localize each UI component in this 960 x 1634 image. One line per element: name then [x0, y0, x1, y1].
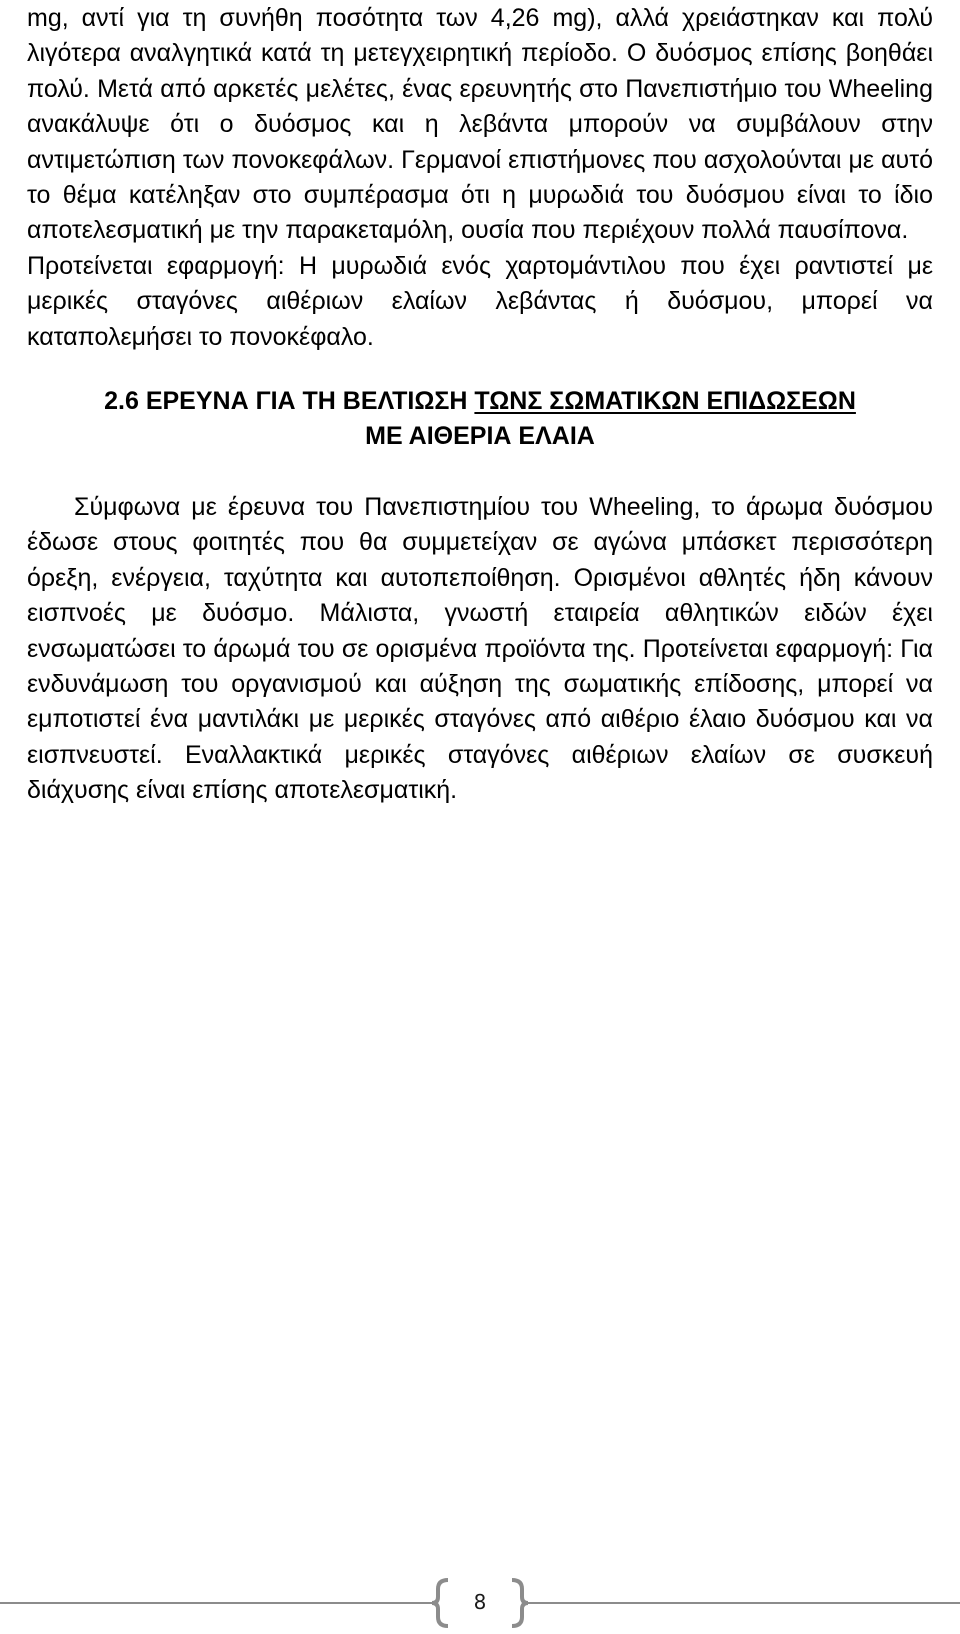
section-heading: [27, 384, 933, 455]
paragraph-intro: mg, αντί για τη συνήθη ποσότητα των 4,26 mg), αλλά χρειάστηκαν και πολύ λιγότερα αναλγητικά κατά τη μετεγχειρητική περίοδο. Ο δυόσμος επίσης βοηθάει πολύ. Μετά από αρκετές μελέτες, ένας ερευνητής στο Πανεπιστήμιο του Wheeling ανακάλυψε ότι ο δυόσμος και η λεβάντα μπορούν να συμβάλουν στην αντιμετώπιση των πονοκεφάλων. Γερμανοί επιστήμονες που ασχολούνται με αυτό το θέμα κατέληξαν στο συμπέρασμα ότι η μυρωδιά του δυόσμου είναι το ίδιο αποτελεσματική με την παρακεταμόλη, ουσία που περιέχουν πολλά παυσίπονα.: [27, 4, 933, 245]
section-body: Σύμφωνα με έρευνα του Πανεπιστημίου του Wheeling, το άρωμα δυόσμου έδωσε στους φοιτητές που θα συμμετείχαν σε αγώνα μπάσκετ περισσότερη όρεξη, ενέργεια, ταχύτητα και αυτοπεποίθηση. Ορισμένοι αθλητές ήδη κάνουν εισπνοές με δυόσμο. Μάλιστα, γνωστή εταιρεία αθλητικών ειδών έχει ενσωματώσει το άρωμά του σε ορισμένα προϊόντα της. Προτείνεται εφαρμογή: Για ενδυνάμωση του οργανισμού και αύξηση της σωματικής επίδοσης, μπορεί να εμποτιστεί ένα μαντιλάκι με μερικές σταγόνες από αιθέριο έλαιο δυόσμου και να εισπνευστεί. Εναλλακτικά μερικές σταγόνες αιθέριων ελαίων σε συσκευή διάχυσης είναι επίσης αποτελεσματική.: [27, 492, 933, 805]
section-title-underlined: ΤΩΝΣ ΣΩΜΑΤΙΚΩΝ ΕΠΙΔΩΣΕΩΝ: [474, 387, 856, 416]
paragraph-proposal: Προτείνεται εφαρμογή: Η μυρωδιά ενός χαρτομάντιλου που έχει ραντιστεί με μερικές σταγόνες αιθέριων ελαίων λεβάντας ή δυόσμου, μπορεί να καταπολεμήσει το πονοκέφαλο.: [27, 251, 933, 351]
page-footer: [0, 1578, 960, 1628]
section-title-part: ΕΡΕΥΝΑ ΓΙΑ ΤΗ ΒΕΛΤΙΩΣΗ: [145, 387, 475, 416]
page-number: 8: [473, 1590, 487, 1614]
section-number: 2.6: [104, 387, 139, 416]
section-heading-line-1: [27, 384, 933, 419]
document-body: [27, 0, 933, 809]
section-title-line-2: ΜΕ ΑΙΘΕΡΙΑ ΕΛΑΙΑ: [365, 422, 595, 451]
